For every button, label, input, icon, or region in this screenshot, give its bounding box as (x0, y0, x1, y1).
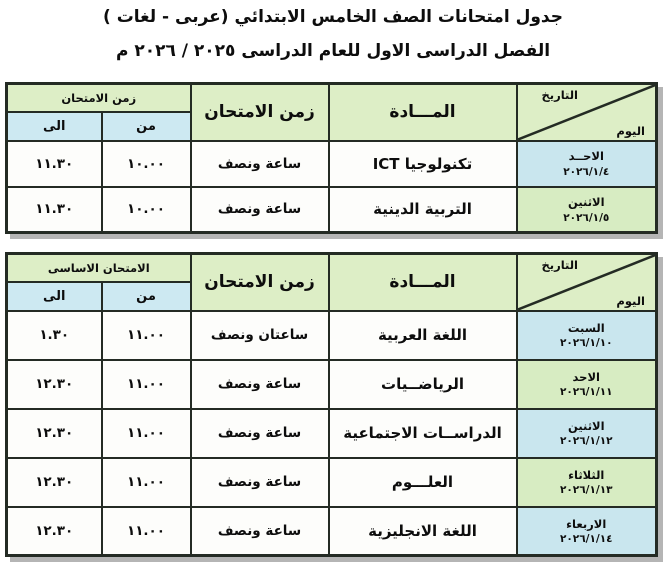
to-time-cell: ١١.٣٠ (7, 141, 102, 187)
to-time-cell: ١٢.٣٠ (6, 507, 101, 556)
day-date: ٢٠٢٦/١/١١ (559, 386, 613, 399)
day-name: الاثنين (567, 418, 605, 433)
to-time-cell: ١.٣٠ (6, 311, 101, 360)
day-date: ٢٠٢٦/١/١٠ (559, 337, 613, 350)
table-row (6, 311, 656, 360)
subject-cell: تكنولوجيا ICT (329, 141, 517, 187)
from-header-cell: من (102, 282, 191, 311)
from-time-cell: ١١.٠٠ (102, 409, 191, 458)
to-header-cell: الى (7, 112, 102, 141)
duration-cell: ساعة ونصف (191, 141, 329, 187)
day-name: الاثنين (567, 195, 605, 210)
to-time-cell: ١٢.٣٠ (6, 360, 101, 409)
header-row (7, 84, 657, 112)
table-row (7, 141, 657, 187)
exam-table-week2 (5, 252, 658, 557)
basic-exam-group-header-cell: الامتحان الاساسى (6, 254, 190, 282)
subject-cell: الدراســات الاجتماعية (329, 409, 517, 458)
duration-cell: ساعة ونصف (191, 409, 329, 458)
header-row (6, 254, 656, 282)
day-cell (517, 458, 657, 507)
to-time-cell: ١١.٣٠ (7, 187, 102, 233)
duration-cell: ساعتان ونصف (191, 311, 329, 360)
page-title-line2: الفصل الدراسى الاول للعام الدراسى ٢٠٢٥ / ٢٠٢٦ م (115, 41, 551, 61)
subject-cell: اللغة الانجليزية (329, 507, 517, 556)
table-row (6, 409, 656, 458)
day-name: الاحــد (568, 149, 604, 164)
from-time-cell: ١١.٠٠ (102, 311, 191, 360)
day-cell (517, 409, 657, 458)
duration-header-cell: زمن الامتحان (191, 254, 329, 311)
from-time-cell: ١١.٠٠ (102, 507, 191, 556)
exam-table-week1 (5, 82, 658, 234)
duration-cell: ساعة ونصف (191, 360, 329, 409)
to-header-cell: الى (6, 282, 101, 311)
from-header-cell: من (102, 112, 191, 141)
day-date: ٢٠٢٦/١/٤ (563, 165, 610, 178)
day-cell (517, 360, 657, 409)
duration-cell: ساعة ونصف (191, 187, 329, 233)
day-name: الاربعاء (566, 516, 607, 531)
subject-cell: اللغة العربية (329, 311, 517, 360)
page-title-line1: جدول امتحانات الصف الخامس الابتدائي (عربى - لغات ) (103, 7, 563, 27)
table-row (6, 360, 656, 409)
day-name: الثلاثاء (568, 467, 605, 482)
duration-cell: ساعة ونصف (191, 458, 329, 507)
time-group-header-cell: زمن الامتحان (7, 84, 191, 112)
duration-header-cell: زمن الامتحان (191, 84, 329, 141)
to-time-cell: ١٢.٣٠ (6, 409, 101, 458)
date-header-label: التاريخ (541, 258, 578, 272)
day-name: السبت (567, 320, 605, 335)
from-time-cell: ١٠.٠٠ (102, 141, 191, 187)
date-day-header-cell (517, 84, 657, 141)
table-row (6, 458, 656, 507)
subject-header-cell: المـــادة (329, 84, 517, 141)
duration-cell: ساعة ونصف (191, 507, 329, 556)
to-time-cell: ١٢.٣٠ (6, 458, 101, 507)
day-name: الاحد (572, 369, 600, 384)
table-row (6, 507, 656, 556)
day-date: ٢٠٢٦/١/٥ (563, 211, 610, 224)
date-day-header-cell (517, 254, 657, 311)
day-header-label: اليوم (616, 293, 645, 308)
subject-cell: الرياضــيات (329, 360, 517, 409)
from-time-cell: ١١.٠٠ (102, 458, 191, 507)
day-header-label: اليوم (616, 123, 645, 138)
date-header-label: التاريخ (541, 88, 578, 102)
subject-cell: العلـــوم (329, 458, 517, 507)
from-time-cell: ١١.٠٠ (102, 360, 191, 409)
day-cell (517, 507, 657, 556)
day-date: ٢٠٢٦/١/١٢ (559, 435, 613, 448)
subject-cell: التربية الدينية (329, 187, 517, 233)
day-date: ٢٠٢٦/١/١٤ (559, 533, 613, 546)
subject-header-cell: المـــادة (329, 254, 517, 311)
day-date: ٢٠٢٦/١/١٣ (559, 484, 613, 497)
day-cell (517, 187, 657, 233)
from-time-cell: ١٠.٠٠ (102, 187, 191, 233)
day-cell (517, 311, 657, 360)
day-cell (517, 141, 657, 187)
table-row (7, 187, 657, 233)
